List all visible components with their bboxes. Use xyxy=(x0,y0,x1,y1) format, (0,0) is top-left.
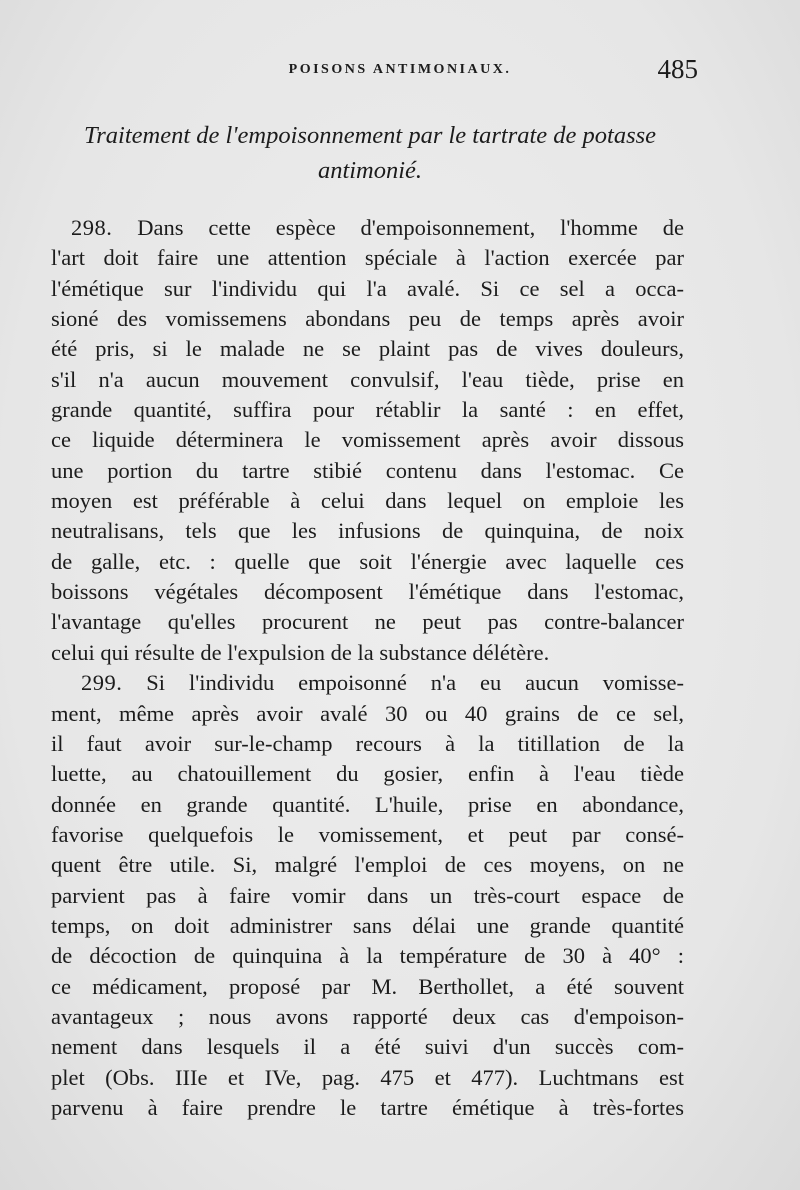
text-line: 298. Dans cette espèce d'empoisonnement, l'homme de xyxy=(71,215,685,240)
text-line: l'émétique sur l'individu qui l'a avalé. Si ce sel a occa- xyxy=(51,275,684,301)
running-head xyxy=(50,54,698,88)
section-title xyxy=(50,118,690,188)
text-line: été pris, si le malade ne se plaint pas de vives douleurs, xyxy=(51,336,684,362)
text-line: temps, on doit administrer sans délai une grande quantité xyxy=(51,912,684,938)
text-line: sioné des vomissemens abondans peu de temps après avoir xyxy=(51,306,684,332)
paragraph-298 xyxy=(51,213,684,668)
text-line: plet (Obs. IIIe et IVe, pag. 475 et 477). Luchtmans est xyxy=(51,1064,684,1090)
text-line: l'avantage qu'elles procurent ne peut pas contre-balancer xyxy=(51,609,684,635)
paragraph-number: 299. xyxy=(81,670,123,696)
body-text xyxy=(51,213,684,1123)
text-line: avantageux ; nous avons rapporté deux cas d'empoison- xyxy=(51,1003,684,1029)
section-title-line-2: antimonié. xyxy=(317,157,423,184)
text-line: il faut avoir sur-le-champ recours à la titillation de la xyxy=(51,730,684,756)
page-number: 485 xyxy=(657,54,698,84)
text-line: neutralisans, tels que les infusions de quinquina, de noix xyxy=(51,518,684,544)
paragraph-number: 298. xyxy=(71,215,113,240)
text-line: parvenu à faire prendre le tartre émétique à très-fortes xyxy=(51,1094,684,1120)
text-line: nement dans lesquels il a été suivi d'un succès com- xyxy=(51,1034,684,1060)
section-title-line-1: Traitement de l'empoisonnement par le tartrate de potasse xyxy=(83,122,657,149)
text-line: s'il n'a aucun mouvement convulsif, l'eau tiède, prise en xyxy=(51,366,684,392)
running-title: POISONS ANTIMONIAUX. xyxy=(288,62,512,77)
text-line: ment, même après avoir avalé 30 ou 40 grains de ce sel, xyxy=(51,700,684,726)
text-line: celui qui résulte de l'expulsion de la substance délétère. xyxy=(51,639,550,665)
text-line: parvient pas à faire vomir dans un très-court espace de xyxy=(51,882,684,908)
text-line: de décoction de quinquina à la température de 30 à 40° : xyxy=(51,943,684,969)
text-line: favorise quelquefois le vomissement, et peut par consé- xyxy=(51,821,684,847)
text-line: de galle, etc. : quelle que soit l'énergie avec laquelle ces xyxy=(51,548,684,574)
text-line: ce liquide déterminera le vomissement après avoir dissous xyxy=(51,427,684,453)
text-line: 299. Si l'individu empoisonné n'a eu aucun vomisse- xyxy=(81,670,684,696)
paragraph-299 xyxy=(51,668,684,1123)
text-line: quent être utile. Si, malgré l'emploi de ces moyens, on ne xyxy=(51,852,684,878)
text-line: donnée en grande quantité. L'huile, prise en abondance, xyxy=(51,791,684,817)
text-line: luette, au chatouillement du gosier, enfin à l'eau tiède xyxy=(51,761,684,787)
text-line: une portion du tartre stibié contenu dans l'estomac. Ce xyxy=(51,457,684,483)
text-line: moyen est préférable à celui dans lequel on emploie les xyxy=(51,488,684,514)
text-line: l'art doit faire une attention spéciale à l'action exercée par xyxy=(51,245,684,271)
text-line: grande quantité, suffira pour rétablir la santé : en effet, xyxy=(51,397,684,423)
text-line: boissons végétales décomposent l'émétique dans l'estomac, xyxy=(51,579,684,605)
text-line: ce médicament, proposé par M. Berthollet, a été souvent xyxy=(51,973,684,999)
